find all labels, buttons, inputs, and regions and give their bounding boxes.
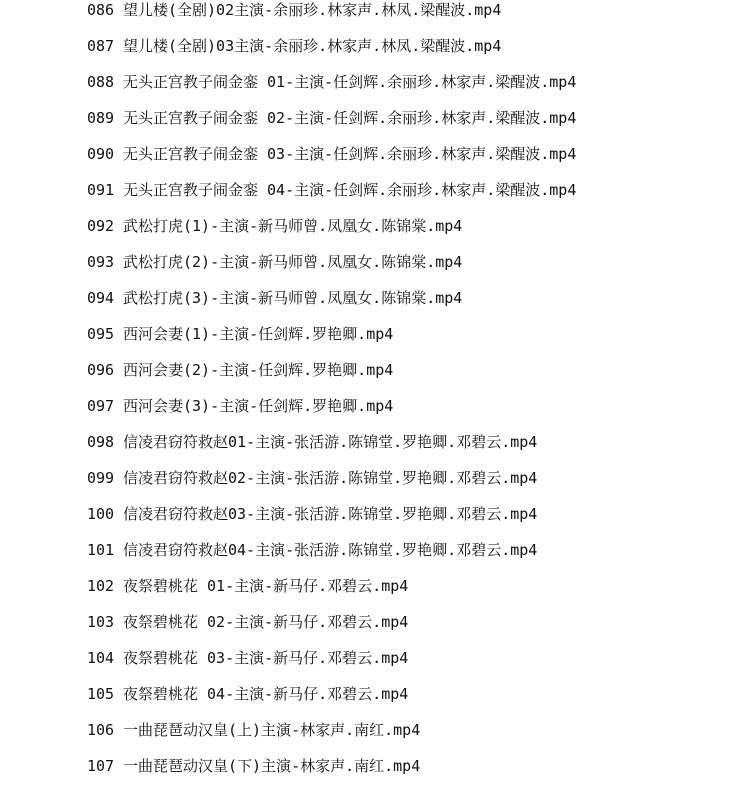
file-name: 信凌君窃符救赵01-主演-张活游.陈锦堂.罗艳卿.邓碧云.mp4: [123, 433, 538, 451]
list-item: [87, 640, 576, 676]
file-number: 104: [87, 649, 115, 667]
list-item: [87, 460, 576, 496]
file-name: 信凌君窃符救赵04-主演-张活游.陈锦堂.罗艳卿.邓碧云.mp4: [123, 541, 538, 559]
file-name: 武松打虎(1)-主演-新马师曾.凤凰女.陈锦棠.mp4: [123, 217, 463, 235]
file-name: 夜祭碧桃花 03-主演-新马仔.邓碧云.mp4: [123, 649, 409, 667]
file-number: 088: [87, 73, 115, 91]
file-number: 106: [87, 721, 115, 739]
file-name: 夜祭碧桃花 04-主演-新马仔.邓碧云.mp4: [123, 685, 409, 703]
file-name: 武松打虎(2)-主演-新马师曾.凤凰女.陈锦棠.mp4: [123, 253, 463, 271]
file-name: 望儿楼(全剧)02主演-余丽珍.林家声.林凤.梁醒波.mp4: [123, 1, 502, 19]
file-number: 091: [87, 181, 115, 199]
list-item: [87, 496, 576, 532]
list-item: [87, 172, 576, 208]
file-number: 099: [87, 469, 115, 487]
file-name: 夜祭碧桃花 02-主演-新马仔.邓碧云.mp4: [123, 613, 409, 631]
list-item: [87, 28, 576, 64]
file-number: 090: [87, 145, 115, 163]
file-number: 093: [87, 253, 115, 271]
file-number: 087: [87, 37, 115, 55]
file-number: 105: [87, 685, 115, 703]
list-item: [87, 64, 576, 100]
file-name: 西河会妻(2)-主演-任剑辉.罗艳卿.mp4: [123, 361, 394, 379]
list-item: [87, 352, 576, 388]
file-name: 一曲琵琶动汉皇(下)主演-林家声.南红.mp4: [123, 757, 421, 775]
list-item: [87, 244, 576, 280]
file-number: 086: [87, 1, 115, 19]
file-number: 089: [87, 109, 115, 127]
list-item: [87, 604, 576, 640]
file-number: 103: [87, 613, 115, 631]
file-name: 信凌君窃符救赵03-主演-张活游.陈锦堂.罗艳卿.邓碧云.mp4: [123, 505, 538, 523]
list-item: [87, 136, 576, 172]
list-item: [87, 676, 576, 712]
list-item: [87, 712, 576, 748]
file-number: 094: [87, 289, 115, 307]
file-list: [87, 0, 576, 784]
file-name: 无头正宫教子闹金銮 02-主演-任剑辉.余丽珍.林家声.梁醒波.mp4: [123, 109, 577, 127]
file-name: 无头正宫教子闹金銮 04-主演-任剑辉.余丽珍.林家声.梁醒波.mp4: [123, 181, 577, 199]
file-number: 096: [87, 361, 115, 379]
file-number: 098: [87, 433, 115, 451]
list-item: [87, 748, 576, 784]
file-number: 102: [87, 577, 115, 595]
file-name: 一曲琵琶动汉皇(上)主演-林家声.南红.mp4: [123, 721, 421, 739]
file-number: 095: [87, 325, 115, 343]
file-number: 101: [87, 541, 115, 559]
file-number: 097: [87, 397, 115, 415]
file-number: 100: [87, 505, 115, 523]
list-item: [87, 100, 576, 136]
list-item: [87, 532, 576, 568]
list-item: [87, 316, 576, 352]
file-name: 西河会妻(1)-主演-任剑辉.罗艳卿.mp4: [123, 325, 394, 343]
file-name: 夜祭碧桃花 01-主演-新马仔.邓碧云.mp4: [123, 577, 409, 595]
list-item: [87, 388, 576, 424]
file-number: 107: [87, 757, 115, 775]
file-name: 无头正宫教子闹金銮 03-主演-任剑辉.余丽珍.林家声.梁醒波.mp4: [123, 145, 577, 163]
file-name: 无头正宫教子闹金銮 01-主演-任剑辉.余丽珍.林家声.梁醒波.mp4: [123, 73, 577, 91]
file-number: 092: [87, 217, 115, 235]
file-name: 武松打虎(3)-主演-新马师曾.凤凰女.陈锦棠.mp4: [123, 289, 463, 307]
file-name: 西河会妻(3)-主演-任剑辉.罗艳卿.mp4: [123, 397, 394, 415]
list-item: [87, 568, 576, 604]
file-name: 望儿楼(全剧)03主演-余丽珍.林家声.林凤.梁醒波.mp4: [123, 37, 502, 55]
list-item: [87, 208, 576, 244]
list-item: [87, 424, 576, 460]
list-item: [87, 280, 576, 316]
list-item: [87, 0, 576, 28]
file-name: 信凌君窃符救赵02-主演-张活游.陈锦堂.罗艳卿.邓碧云.mp4: [123, 469, 538, 487]
